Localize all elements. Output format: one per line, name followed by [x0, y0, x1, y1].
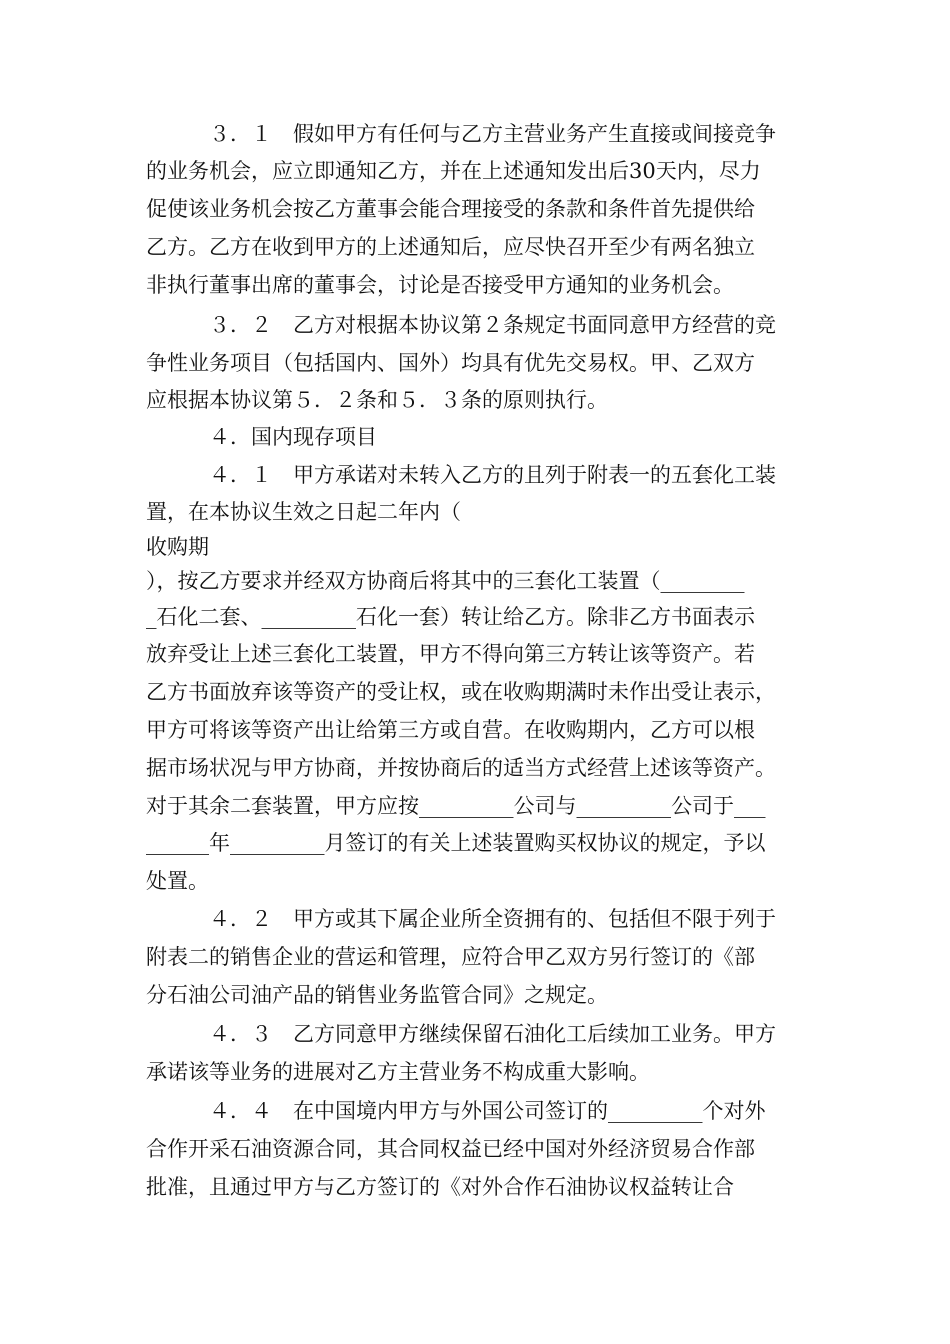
text-line: ４．４ 在中国境内甲方与外国公司签订的_________个对外: [146, 1099, 766, 1123]
text-line: ______年_________月签订的有关上述装置购买权协议的规定，予以: [146, 831, 766, 855]
text-line: 收购期: [146, 535, 209, 559]
text-line: 促使该业务机会按乙方董事会能合理接受的条款和条件首先提供给: [146, 197, 755, 221]
text-line: 置，在本协议生效之日起二年内（: [146, 500, 461, 524]
text-line: 乙方。乙方在收到甲方的上述通知后，应尽快召开至少有两名独立: [146, 235, 755, 259]
text-line: 处置。: [146, 869, 209, 893]
section-heading: ４．国内现存项目: [146, 425, 377, 449]
text-line: 的业务机会，应立即通知乙方，并在上述通知发出后30天内，尽力: [146, 159, 761, 183]
text-line: 承诺该等业务的进展对乙方主营业务不构成重大影响。: [146, 1060, 650, 1084]
text-line: 甲方可将该等资产出让给第三方或自营。在收购期内，乙方可以根: [146, 718, 755, 742]
text-line: ４．１ 甲方承诺对未转入乙方的且列于附表一的五套化工装: [146, 463, 776, 487]
text-line: 附表二的销售企业的营运和管理，应符合甲乙双方另行签订的《部: [146, 945, 755, 969]
text-line: ４．２ 甲方或其下属企业所全资拥有的、包括但不限于列于: [146, 907, 776, 931]
text-line: ３．１ 假如甲方有任何与乙方主营业务产生直接或间接竞争: [146, 122, 776, 146]
text-line: ），按乙方要求并经双方协商后将其中的三套化工装置（________: [146, 569, 745, 593]
text-line: 放弃受让上述三套化工装置，甲方不得向第三方转让该等资产。若: [146, 642, 755, 666]
text-line: _石化二套、_________石化一套）转让给乙方。除非乙方书面表示: [146, 605, 755, 629]
text-line: ４．３ 乙方同意甲方继续保留石油化工后续加工业务。甲方: [146, 1022, 776, 1046]
text-line: 对于其余二套装置，甲方应按_________公司与_________公司于___: [146, 794, 766, 818]
text-line: 争性业务项目（包括国内、国外）均具有优先交易权。甲、乙双方: [146, 351, 755, 375]
text-line: ３．２ 乙方对根据本协议第２条规定书面同意甲方经营的竞: [146, 313, 776, 337]
text-line: 乙方书面放弃该等资产的受让权，或在收购期满时未作出受让表示，: [146, 680, 776, 704]
text-line: 应根据本协议第５．２条和５．３条的原则执行。: [146, 388, 608, 412]
text-line: 批准，且通过甲方与乙方签订的《对外合作石油协议权益转让合: [146, 1175, 734, 1199]
text-line: 据市场状况与甲方协商，并按协商后的适当方式经营上述该等资产。: [146, 756, 776, 780]
text-line: 合作开采石油资源合同，其合同权益已经中国对外经济贸易合作部: [146, 1137, 755, 1161]
text-line: 分石油公司油产品的销售业务监管合同》之规定。: [146, 983, 608, 1007]
text-line: 非执行董事出席的董事会，讨论是否接受甲方通知的业务机会。: [146, 273, 734, 297]
